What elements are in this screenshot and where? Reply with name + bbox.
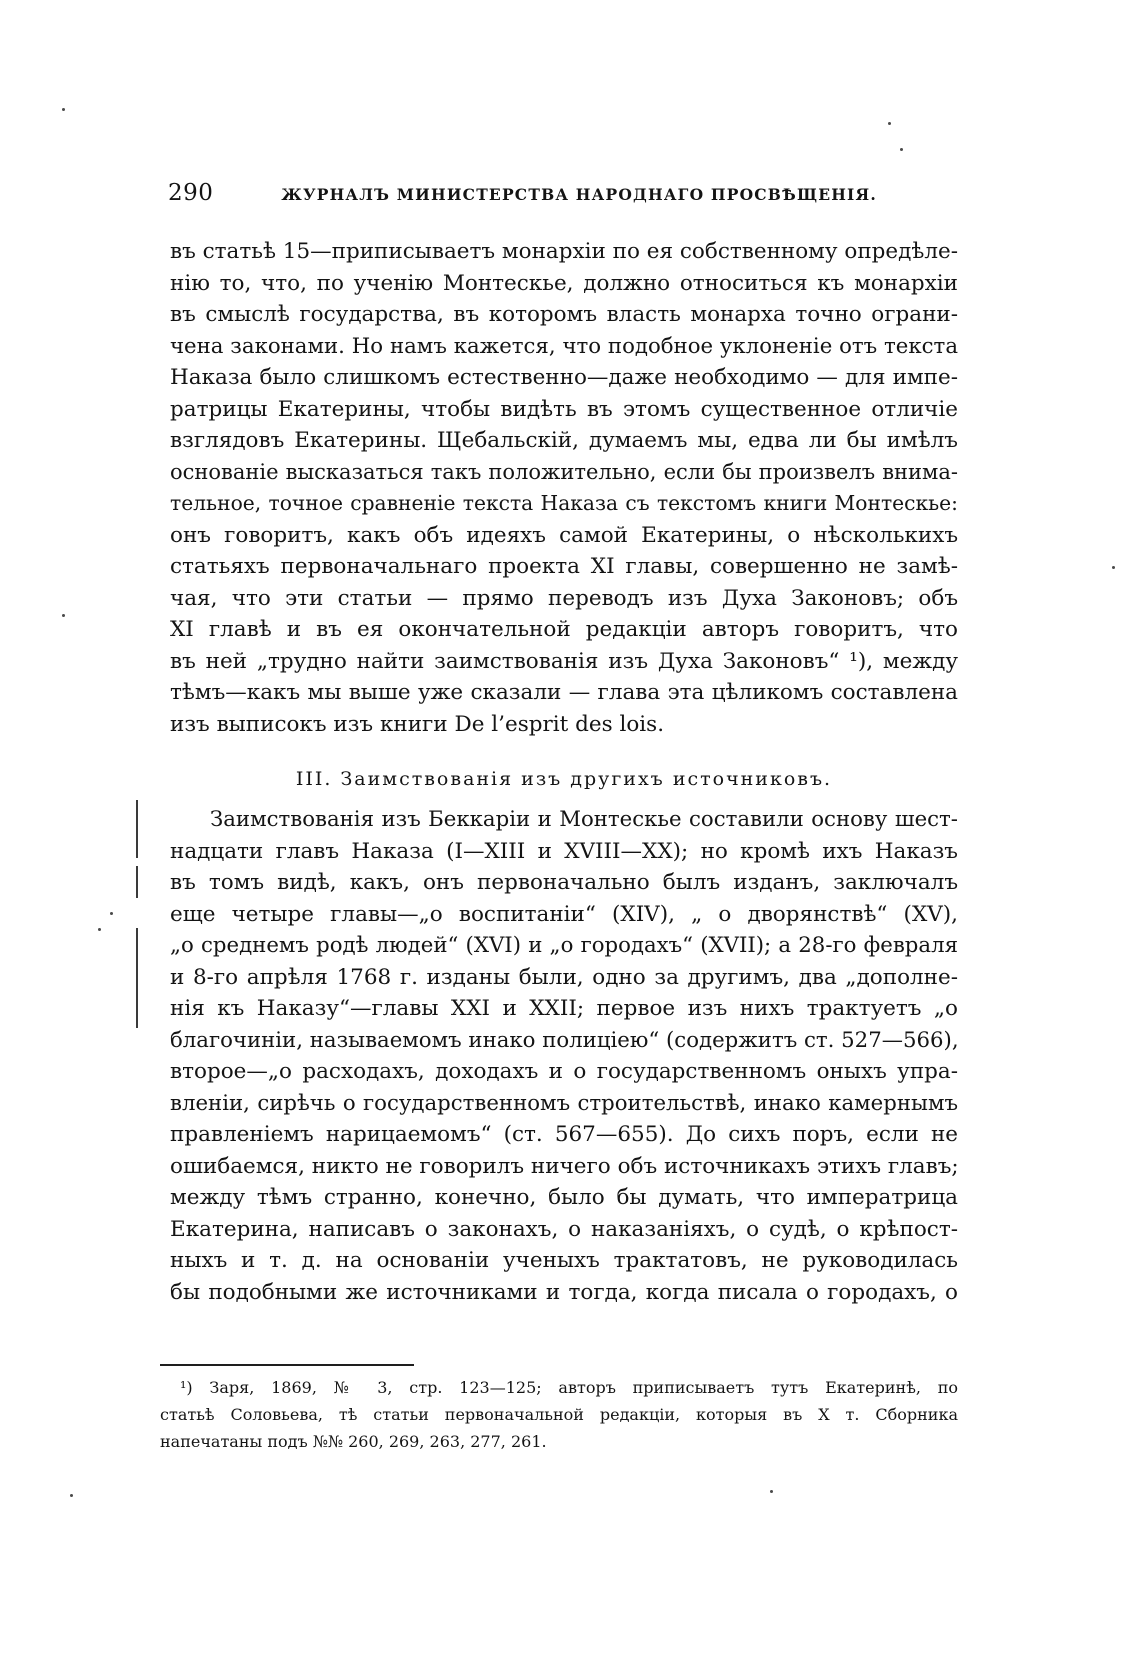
paragraph-1 [170,236,958,740]
scan-speck [900,148,903,151]
text-line: чена законами. Но намъ кажется, что подобное уклоненіе отъ текста [170,333,958,359]
text-line: благочиніи, называемомъ инако полиціею“ (содержитъ ст. 527—566), [170,1027,959,1053]
text-line: тѣмъ—какъ мы выше уже сказали — глава эта цѣликомъ составлена [170,680,958,705]
text-line: и 8-го апрѣля 1768 г. изданы были, одно за другимъ, два „дополне- [170,964,958,990]
text-line: нія къ Наказу“—главы XXI и XXII; первое изъ нихъ трактуетъ „о [170,996,958,1021]
scan-speck [70,1494,73,1497]
scan-speck [1112,566,1115,569]
text-line: надцати главъ Наказа (I—XIII и XVIII—XX); но кромѣ ихъ Наказъ [170,838,958,864]
footnote-line: ¹) Заря, 1869, № 3, стр. 123—125; авторъ приписываетъ тутъ Екатеринѣ, по [180,1378,958,1397]
running-title: ЖУРНАЛЪ МИНИСТЕРСТВА НАРОДНАГО ПРОСВѢЩЕНІЯ. [281,185,877,204]
footnote-line: статьѣ Соловьева, тѣ статьи первоначальной редакціи, которыя въ X т. Сборника [160,1405,958,1424]
text-line: въ статьѣ 15—приписываетъ монархіи по ея собственному опредѣле- [170,239,959,264]
page-number: 290 [168,180,214,206]
scan-speck [98,928,101,931]
paragraph-2 [170,804,958,1308]
text-line: второе—„о расходахъ, доходахъ и о государственномъ оныхъ упра- [170,1059,958,1084]
scan-speck [770,1490,773,1493]
text-line: еще четыре главы—„о воспитаніи“ (XIV), „ о дворянствѣ“ (XV), [170,901,958,927]
text-line: бы подобными же источниками и тогда, когда писала о городахъ, о [170,1279,958,1305]
text-line: нію то, что, по ученію Монтескье, должно относиться къ монархіи [170,270,958,296]
text-line: въ ней „трудно найти заимствованія изъ Духа Законовъ“ ¹), между [170,648,958,674]
text-line: Екатерина, написавъ о законахъ, о наказаніяхъ, о судѣ, о крѣпост- [170,1216,958,1242]
text-line: основаніе высказаться такъ положительно, если бы произвелъ внима- [170,459,958,484]
text-line: ныхъ и т. д. на основаніи ученыхъ трактатовъ, не руководилась [170,1248,958,1273]
text-line: вленіи, сирѣчь о государственномъ строительствѣ, инако камернымъ [170,1090,958,1116]
section-heading: III. Заимствованія изъ другихъ источниковъ. [295,768,833,790]
text-line: статьяхъ первоначальнаго проекта XI главы, совершенно не замѣ- [170,554,958,579]
text-line: ратрицы Екатерины, чтобы видѣть въ этомъ существенное отличіе [170,396,958,422]
scan-speck [888,122,891,125]
text-line: чая, что эти статьи — прямо переводъ изъ Духа Законовъ; объ [170,585,958,611]
text-line: въ томъ видѣ, какъ, онъ первоначально былъ изданъ, заключалъ [170,870,958,895]
footnote-line: напечатаны подъ №№ 260, 269, 263, 277, 261. [160,1432,547,1451]
text-line: взглядовъ Екатерины. Щебальскій, думаемъ мы, едва ли бы имѣлъ [170,428,958,453]
margin-pencil-mark [136,866,138,898]
footnote-rule [160,1364,414,1366]
text-line: XI главѣ и въ ея окончательной редакціи авторъ говоритъ, что [170,617,958,642]
page-header [168,180,948,206]
text-line: въ смыслѣ государства, въ которомъ власть монарха точно ограни- [170,302,958,327]
margin-pencil-mark [136,928,138,1028]
scan-speck [62,108,65,111]
scan-speck [62,614,65,617]
text-line: правленіемъ нарицаемомъ“ (ст. 567—655). До сихъ поръ, если не [170,1122,958,1147]
text-line: тельное, точное сравненіе текста Наказа съ текстомъ книги Монтескье: [170,491,958,515]
text-line: ошибаемся, никто не говорилъ ничего объ источникахъ этихъ главъ; [170,1153,959,1179]
footnote [160,1374,958,1455]
scan-speck [110,912,113,915]
margin-pencil-mark [136,800,138,858]
text-line: онъ говоритъ, какъ объ идеяхъ самой Екатерины, о нѣсколькихъ [170,522,958,548]
text-line: „о среднемъ родѣ людей“ (XVI) и „о городахъ“ (XVII); а 28-го февраля [170,933,958,958]
text-line: Наказа было слишкомъ естественно—даже необходимо — для импе- [170,365,958,390]
text-line: между тѣмъ странно, конечно, было бы думать, что императрица [170,1185,958,1210]
text-line: изъ выписокъ изъ книги De l’esprit des lois. [170,711,665,737]
text-line: Заимствованія изъ Беккаріи и Монтескье составили основу шест- [210,807,958,832]
